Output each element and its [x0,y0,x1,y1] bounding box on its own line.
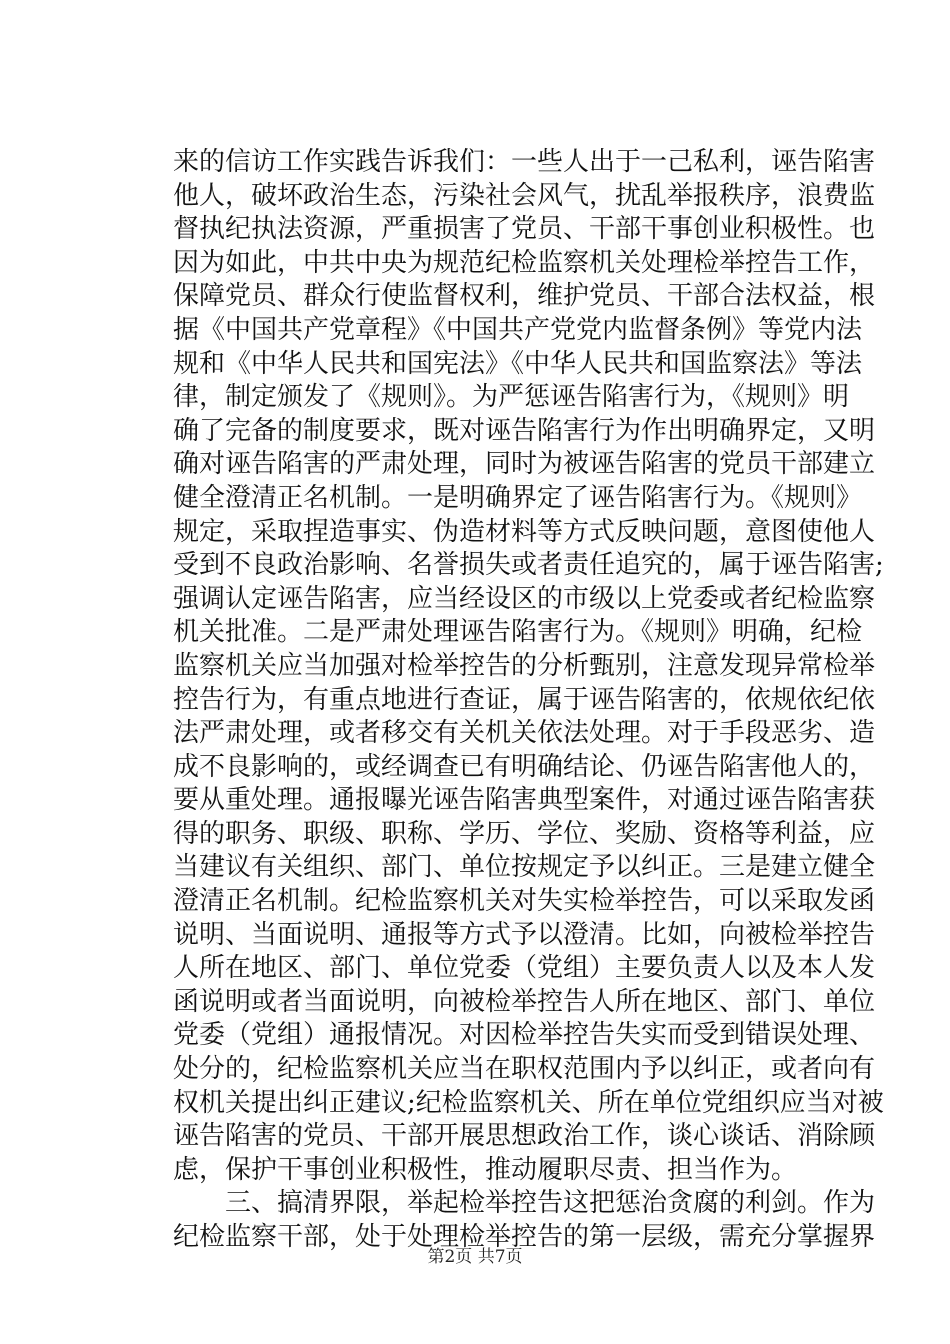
text-line: 当建议有关组织、部门、单位按规定予以纠正。三是建立健全 [173,852,876,883]
text-line: 诬告陷害的党员、干部开展思想政治工作，谈心谈话、消除顾 [173,1121,876,1152]
text-line: 权机关提出纠正建议;纪检监察机关、所在单位党组织应当对被 [173,1087,884,1118]
text-line: 健全澄清正名机制。一是明确界定了诬告陷害行为。《规则》 [173,482,863,513]
text-line: 据《中国共产党章程》《中国共产党党内监督条例》等党内法 [173,314,863,345]
text-line: 函说明或者当面说明，向被检举控告人所在地区、部门、单位 [173,986,876,1017]
text-line: 处分的，纪检监察机关应当在职权范围内予以纠正，或者向有 [173,1054,876,1085]
text-line: 澄清正名机制。纪检监察机关对失实检举控告，可以采取发函 [173,886,876,917]
text-line: 说明、当面说明、通报等方式予以澄清。比如，向被检举控告 [173,919,876,950]
text-line: 确了完备的制度要求，既对诬告陷害行为作出明确界定，又明 [173,415,876,446]
text-line: 规和《中华人民共和国宪法》《中华人民共和国监察法》等法 [173,348,863,379]
text-line: 强调认定诬告陷害，应当经设区的市级以上党委或者纪检监察 [173,583,876,614]
text-line: 三、搞清界限，举起检举控告这把惩治贪腐的利剑。作为 [173,1188,876,1219]
text-line: 保障党员、群众行使监督权利，维护党员、干部合法权益，根 [173,281,876,312]
page-number-footer: 第2页 共7页 [427,1247,523,1267]
text-line: 督执纪执法资源，严重损害了党员、干部干事创业积极性。也 [173,214,876,245]
text-line: 律，制定颁发了《规则》。为严惩诬告陷害行为，《规则》明 [173,382,850,413]
text-line: 确对诬告陷害的严肃处理，同时为被诬告陷害的党员干部建立 [173,449,876,480]
text-line: 来的信访工作实践告诉我们：一些人出于一己私利，诬告陷害 [173,147,876,177]
text-line: 党委（党组）通报情况。对因检举控告失实而受到错误处理、 [173,1020,876,1051]
text-line: 要从重处理。通报曝光诬告陷害典型案件，对通过诬告陷害获 [173,785,876,816]
text-line: 控告行为，有重点地进行查证，属于诬告陷害的，依规依纪依 [173,684,876,715]
text-line: 监察机关应当加强对检举控告的分析甄别，注意发现异常检举 [173,650,876,681]
text-line: 成不良影响的，或经调查已有明确结论、仍诬告陷害他人的， [173,751,876,782]
text-line: 法严肃处理，或者移交有关机关依法处理。对于手段恶劣、造 [173,718,876,749]
text-line: 得的职务、职级、职称、学历、学位、奖励、资格等利益，应 [173,818,876,849]
text-line: 受到不良政治影响、名誉损失或者责任追究的，属于诬告陷害; [173,550,884,581]
text-line: 机关批准。二是严肃处理诬告陷害行为。《规则》明确，纪检 [173,617,863,648]
text-line: 规定，采取捏造事实、伪造材料等方式反映问题，意图使他人 [173,516,876,547]
document-body-text [173,146,884,1255]
text-line: 人所在地区、部门、单位党委（党组）主要负责人以及本人发 [173,953,876,984]
text-line: 虑，保护干事创业积极性，推动履职尽责、担当作为。 [173,1154,798,1185]
text-line: 纪检监察干部，处于处理检举控告的第一层级，需充分掌握界 [173,1222,876,1252]
text-line: 他人，破坏政治生态，污染社会风气，扰乱举报秩序，浪费监 [173,180,876,211]
text-line: 因为如此，中共中央为规范纪检监察机关处理检举控告工作， [173,247,876,278]
